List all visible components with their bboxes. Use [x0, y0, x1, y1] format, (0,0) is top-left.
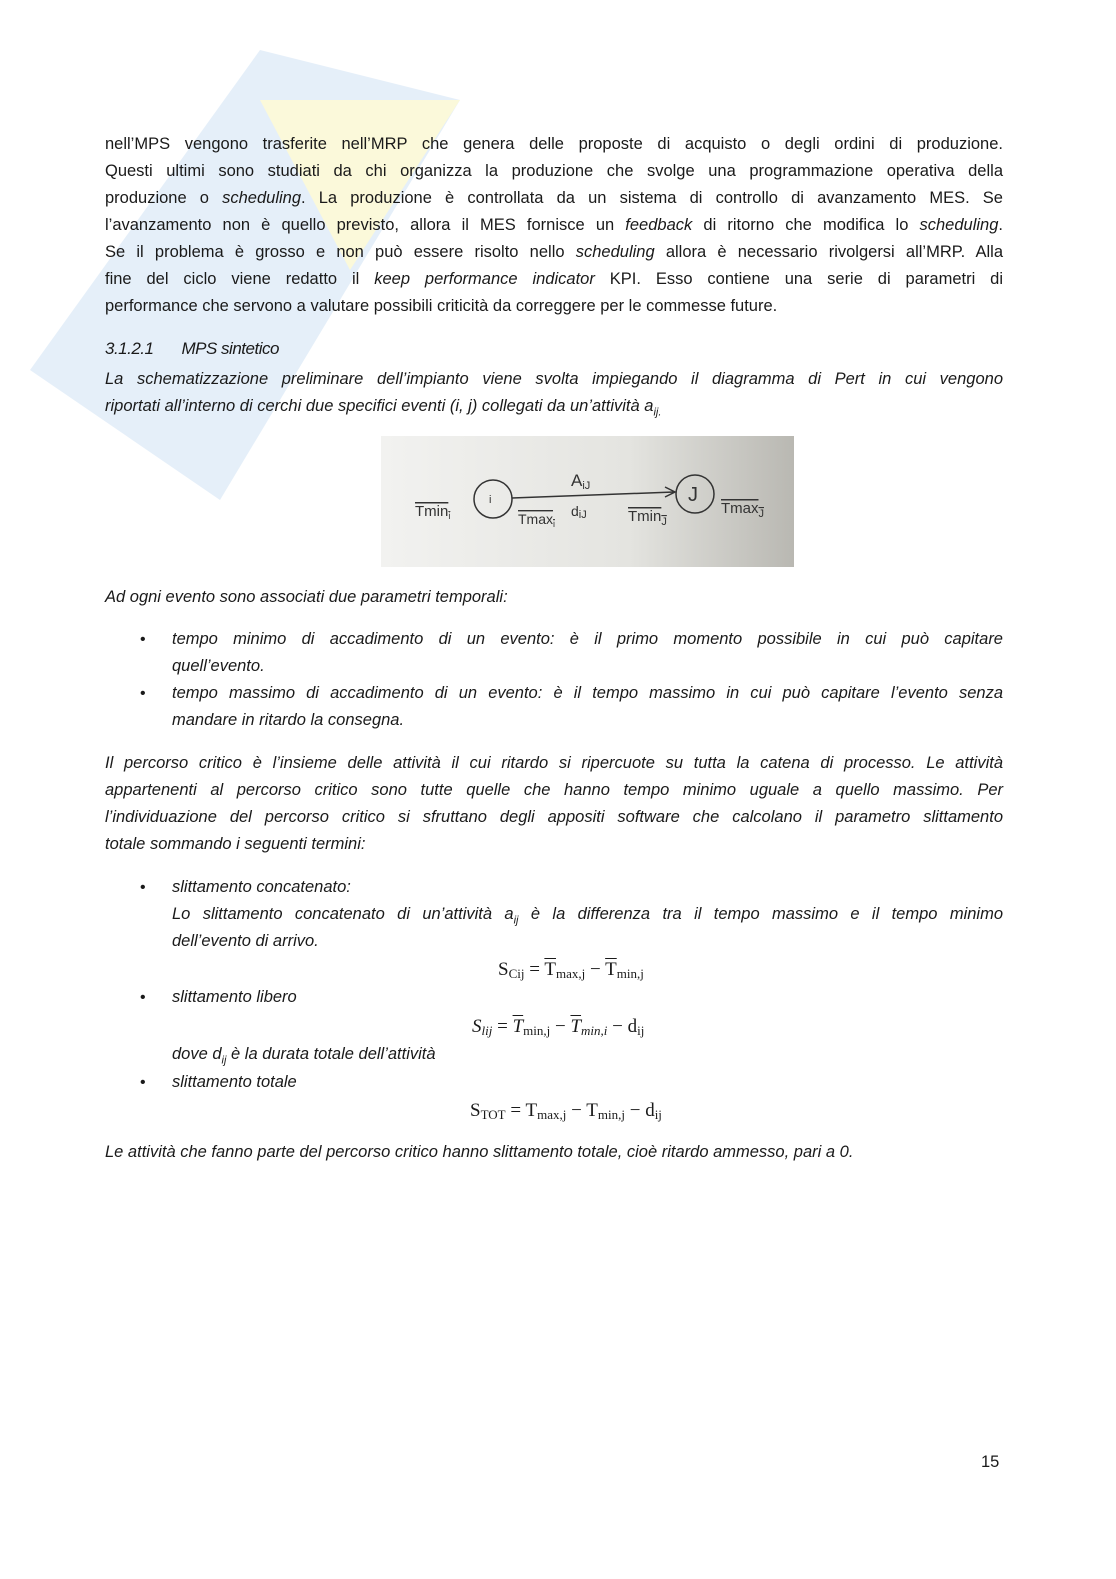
bullet-dot: • [140, 989, 146, 1006]
svg-text:diJ: diJ [571, 503, 587, 521]
bullet-dot: • [140, 685, 146, 702]
formula-free-slack: $S_{lij} = \overline{T}_{min,j} - \overline{T}_{min,i} - d_{ij}$ [472, 1016, 645, 1038]
list-item: tempo minimo di accadimento di un evento: è il primo momento possibile in cui può capitare quell’evento. [172, 630, 1003, 675]
svg-text:TminJ: Tmin$_J$ [628, 508, 667, 528]
formula-total-slack: $S_{TOT} = T_{max,j} - T_{min,j} - d_{ij}$ [470, 1100, 662, 1122]
pert-diagram-image [381, 436, 794, 567]
list-item-total: slittamento totale [172, 1073, 297, 1091]
intro-paragraph: La schematizzazione preliminare dell’impianto viene svolta impiegando il diagramma di Pert in cui vengono riportati all’interno di cerchi due specifici eventi (i, j) collegati da un’attività $a_{ij.}$ [105, 370, 1003, 419]
list-item: tempo massimo di accadimento di un evento: è il tempo massimo in cui può capitare l’evento senza mandare in ritardo la consegna. [172, 684, 1003, 729]
svg-text:J: J [688, 484, 698, 506]
svg-text:Tmini: Tmin$_i$ [415, 503, 451, 521]
duration-note: dove $d_{ij}$ è la durata totale dell’attività [172, 1045, 436, 1067]
paragraph-mps-mrp: nell’MPS vengono trasferite nell’MRP che genera delle proposte di acquisto o degli ordini di produzione. Questi ultimi sono studiati da chi organizza la produzione che svolge una programmazione operativa della produzione o scheduling. La produzione è controllata da un sistema di controllo di avanzamento MES. Se l’avanzamento non è quello previsto, allora il MES fornisce un feedback di ritorno che modifica lo scheduling. Se il problema è grosso e non può essere risolto nello scheduling allora è necessario rivolgersi all’MRP. Alla fine del ciclo viene redatto il keep performance indicator KPI. Esso contiene una serie di parametri di performance che servono a valutare possibili criticità da correggere per le commesse future. [105, 135, 1004, 315]
node-i [474, 480, 512, 518]
events-intro: Ad ogni evento sono associati due parametri temporali: [105, 588, 508, 606]
list-item-free: slittamento libero [172, 988, 297, 1006]
svg-text:i: i [489, 494, 492, 506]
svg-text:TmaxJ: Tmax$_J$ [721, 500, 764, 520]
formula-concatenated-slack: $S_{Cij} = \overline{T}_{max,j} - \overline{T}_{min,j}$ [498, 959, 644, 981]
bullet-dot: • [140, 1074, 146, 1091]
critical-path-paragraph: Il percorso critico è l’insieme delle attività il cui ritardo si ripercuote su tutta la catena di processo. Le attività appartenenti al percorso critico sono tutte quelle che hanno tempo minimo uguale a quello massimo. Per l’individuazione del percorso critico si sfruttano degli appositi software che calcolano il parametro slittamento totale sommando i seguenti termini: [105, 754, 1003, 853]
conclusion: Le attività che fanno parte del percorso critico hanno slittamento totale, cioè ritardo ammesso, pari a 0. [105, 1143, 854, 1161]
svg-text:AiJ: AiJ [571, 471, 591, 492]
activity-arrow [512, 492, 674, 498]
list-item-concatenated: slittamento concatenato: Lo slittamento concatenato di un’attività $a_{ij}$ è la differenza tra il tempo massimo e il tempo minimo dell’evento di arrivo. [172, 878, 1003, 950]
svg-text:Tmaxi: Tmax$_i$ [518, 511, 555, 529]
section-heading: 3.1.2.1 MPS sintetico [105, 339, 279, 358]
bullet-dot: • [140, 879, 146, 896]
bullet-dot: • [140, 631, 146, 648]
page-number: 15 [981, 1453, 1000, 1471]
